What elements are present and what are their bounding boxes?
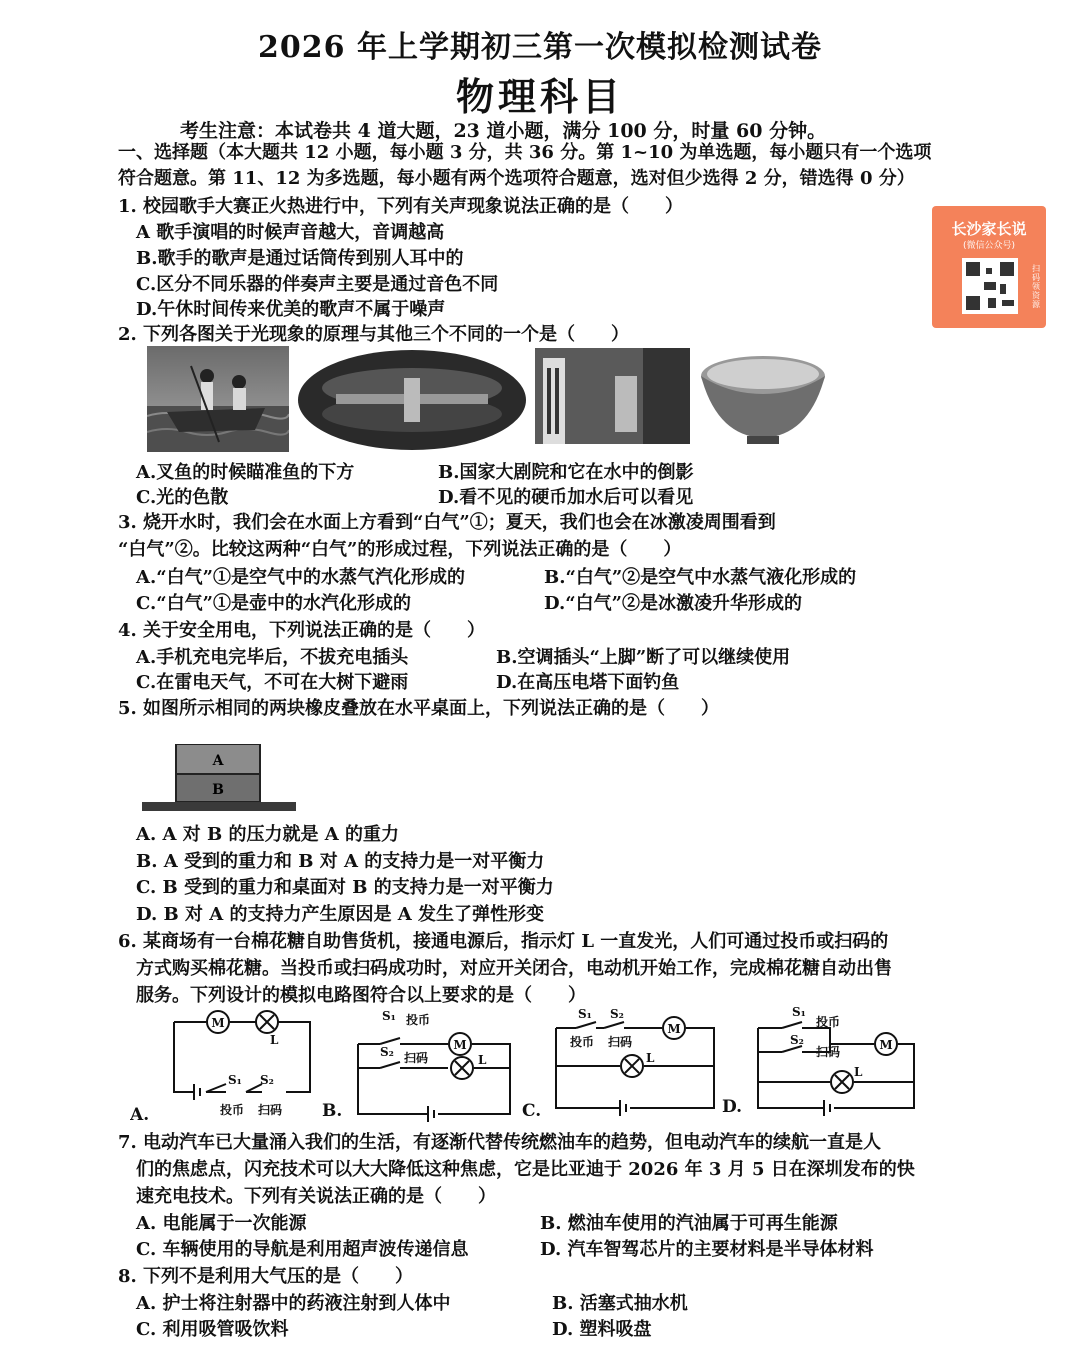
- circuit-a-s2: S₂: [260, 1073, 274, 1087]
- q5-option-a: A. A 对 B 的压力就是 A 的重力: [136, 824, 399, 845]
- q4-stem: 4. 关于安全用电，下列说法正确的是（ ）: [118, 620, 486, 641]
- circuit-c-lamp: L: [646, 1051, 655, 1065]
- circuit-c-motor: M: [667, 1022, 681, 1036]
- circuit-b-lamp: L: [478, 1053, 487, 1067]
- circuit-b-coin: 投币: [406, 1013, 431, 1027]
- circuit-b-scan: 扫码: [404, 1051, 429, 1065]
- circuit-b-s2: S₂: [380, 1045, 394, 1059]
- badge-side-text: 扫码领资源: [1032, 264, 1040, 309]
- badge-title: 长沙家长说: [951, 220, 1027, 238]
- circuit-b-motor: M: [453, 1038, 467, 1052]
- exam-title: 2026 年上学期初三第一次模拟检测试卷: [258, 30, 822, 65]
- promo-badge[interactable]: [932, 206, 1046, 328]
- circuit-a-lamp: L: [270, 1033, 279, 1047]
- circuit-d-s2: S₂: [790, 1033, 804, 1047]
- circuit-choice-d: D.: [722, 1097, 743, 1117]
- q6-stem-line3: 服务。下列设计的模拟电路图符合以上要求的是（ ）: [136, 985, 586, 1006]
- circuit-d-scan: 扫码: [816, 1045, 841, 1059]
- badge-subtitle: (微信公众号): [962, 241, 1016, 251]
- q1-stem: 1. 校园歌手大赛正火热进行中，下列有关声现象说法正确的是（ ）: [118, 196, 684, 217]
- q5-option-b: B. A 受到的重力和 B 对 A 的支持力是一对平衡力: [136, 851, 545, 872]
- eraser-label-b: B: [212, 782, 224, 798]
- q6-stem-line2: 方式购买棉花糖。当投币或扫码成功时，对应开关闭合，电动机开始工作，完成棉花糖自动出售: [136, 958, 892, 979]
- q6-stem-line1: 6. 某商场有一台棉花糖自助售货机，接通电源后，指示灯 L 一直发光，人们可通过投币或扫码的: [118, 931, 889, 952]
- q4-option-b: B.空调插头“上脚”断了可以继续使用: [496, 647, 791, 668]
- q1-option-d: D.午休时间传来优美的歌声不属于噪声: [136, 299, 446, 320]
- q1-option-c: C.区分不同乐器的伴奏声主要是通过音色不同: [136, 274, 499, 295]
- q6-circuit-diagrams: [130, 1004, 930, 1122]
- q5-stem: 5. 如图所示相同的两块橡皮叠放在水平桌面上，下列说法正确的是（ ）: [118, 698, 720, 719]
- q4-option-d: D.在高压电塔下面钓鱼: [496, 672, 680, 693]
- qr-code-icon[interactable]: [962, 258, 1018, 314]
- q5-option-c: C. B 受到的重力和桌面对 B 的支持力是一对平衡力: [136, 877, 554, 898]
- circuit-b-s1: S₁: [382, 1009, 396, 1023]
- q7-option-d: D. 汽车智驾芯片的主要材料是半导体材料: [540, 1239, 874, 1260]
- q7-stem-line2: 们的焦虑点，闪充技术可以大大降低这种焦虑，它是比亚迪于 2026 年 3 月 5 日在深圳发布的快: [136, 1159, 915, 1180]
- q3-stem-line1: 3. 烧开水时，我们会在水面上方看到“白气”①；夏天，我们也会在冰激凌周围看到: [118, 512, 776, 533]
- q3-option-c: C.“白气”①是壶中的水汽化形成的: [136, 593, 411, 614]
- q8-option-d: D. 塑料吸盘: [552, 1319, 652, 1340]
- q1-option-a: A 歌手演唱的时候声音越大，音调越高: [136, 222, 445, 243]
- q2-option-a: A.叉鱼的时候瞄准鱼的下方: [136, 462, 355, 483]
- q2-option-b: B.国家大剧院和它在水中的倒影: [438, 462, 694, 483]
- circuit-a-motor: M: [211, 1016, 225, 1030]
- subject-title: 物理科目: [455, 74, 624, 119]
- national-theater-image: [296, 348, 528, 452]
- q3-stem-line2: “白气”②。比较这两种“白气”的形成过程，下列说法正确的是（ ）: [118, 539, 682, 560]
- section-heading-line2: 符合题意。第 11、12 为多选题，每小题有两个选项符合题意，选对但少选得 2 分，错选得 0 分）: [118, 168, 915, 189]
- q5-option-d: D. B 对 A 的支持力产生原因是 A 发生了弹性形变: [136, 904, 544, 925]
- circuit-d-coin: 投币: [816, 1015, 841, 1029]
- eraser-label-a: A: [212, 753, 224, 769]
- circuit-c-s1: S₁: [578, 1007, 592, 1021]
- circuit-c-coin: 投币: [570, 1035, 595, 1049]
- circuit-choice-c: C.: [522, 1101, 542, 1121]
- circuit-a-s1: S₁: [228, 1073, 242, 1087]
- q8-option-b: B. 活塞式抽水机: [552, 1293, 688, 1314]
- bowl-image: [697, 350, 829, 450]
- circuit-d-s1: S₁: [792, 1005, 806, 1019]
- q4-option-a: A.手机充电完毕后，不拔充电插头: [136, 647, 409, 668]
- circuit-d-motor: M: [879, 1038, 893, 1052]
- circuit-c-s2: S₂: [610, 1007, 624, 1021]
- q8-option-c: C. 利用吸管吸饮料: [136, 1319, 289, 1340]
- q7-option-c: C. 车辆使用的导航是利用超声波传递信息: [136, 1239, 469, 1260]
- q2-option-d: D.看不见的硬币加水后可以看见: [438, 487, 694, 508]
- q7-stem-line3: 速充电技术。下列有关说法正确的是（ ）: [136, 1186, 496, 1207]
- q3-option-d: D.“白气”②是冰激凌升华形成的: [544, 593, 802, 614]
- q7-stem-line1: 7. 电动汽车已大量涌入我们的生活，有逐渐代替传统燃油车的趋势，但电动汽车的续航一直是人: [118, 1132, 882, 1153]
- q3-option-b: B.“白气”②是空气中水蒸气液化形成的: [544, 567, 857, 588]
- q8-option-a: A. 护士将注射器中的药液注射到人体中: [136, 1293, 451, 1314]
- circuit-choice-b: B.: [322, 1101, 343, 1121]
- circuit-a-coin: 投币: [220, 1103, 245, 1117]
- circuit-a-scan: 扫码: [258, 1103, 283, 1117]
- section-heading-line1: 一、选择题（本大题共 12 小题，每小题 3 分，共 36 分。第 1~10 为单选题，每小题只有一个选项: [118, 142, 932, 163]
- q4-option-c: C.在雷电天气，不可在大树下避雨: [136, 672, 409, 693]
- q2-option-c: C.光的色散: [136, 487, 229, 508]
- fishing-boat-image: [147, 346, 289, 452]
- q7-option-a: A. 电能属于一次能源: [136, 1213, 307, 1234]
- q7-option-b: B. 燃油车使用的汽油属于可再生能源: [540, 1213, 838, 1234]
- circuit-c-scan: 扫码: [608, 1035, 633, 1049]
- eraser-stack-diagram: [142, 744, 296, 812]
- q2-stem: 2. 下列各图关于光现象的原理与其他三个不同的一个是（ ）: [118, 324, 630, 345]
- light-dispersion-image: [535, 348, 690, 444]
- circuit-d-lamp: L: [854, 1065, 863, 1079]
- exam-notice: 考生注意：本试卷共 4 道大题，23 道小题，满分 100 分，时量 60 分钟。: [180, 120, 827, 142]
- q3-option-a: A.“白气”①是空气中的水蒸气汽化形成的: [136, 567, 465, 588]
- circuit-choice-a: A.: [130, 1105, 150, 1122]
- q1-option-b: B.歌手的歌声是通过话筒传到别人耳中的: [136, 248, 464, 269]
- q8-stem: 8. 下列不是利用大气压的是（ ）: [118, 1266, 414, 1287]
